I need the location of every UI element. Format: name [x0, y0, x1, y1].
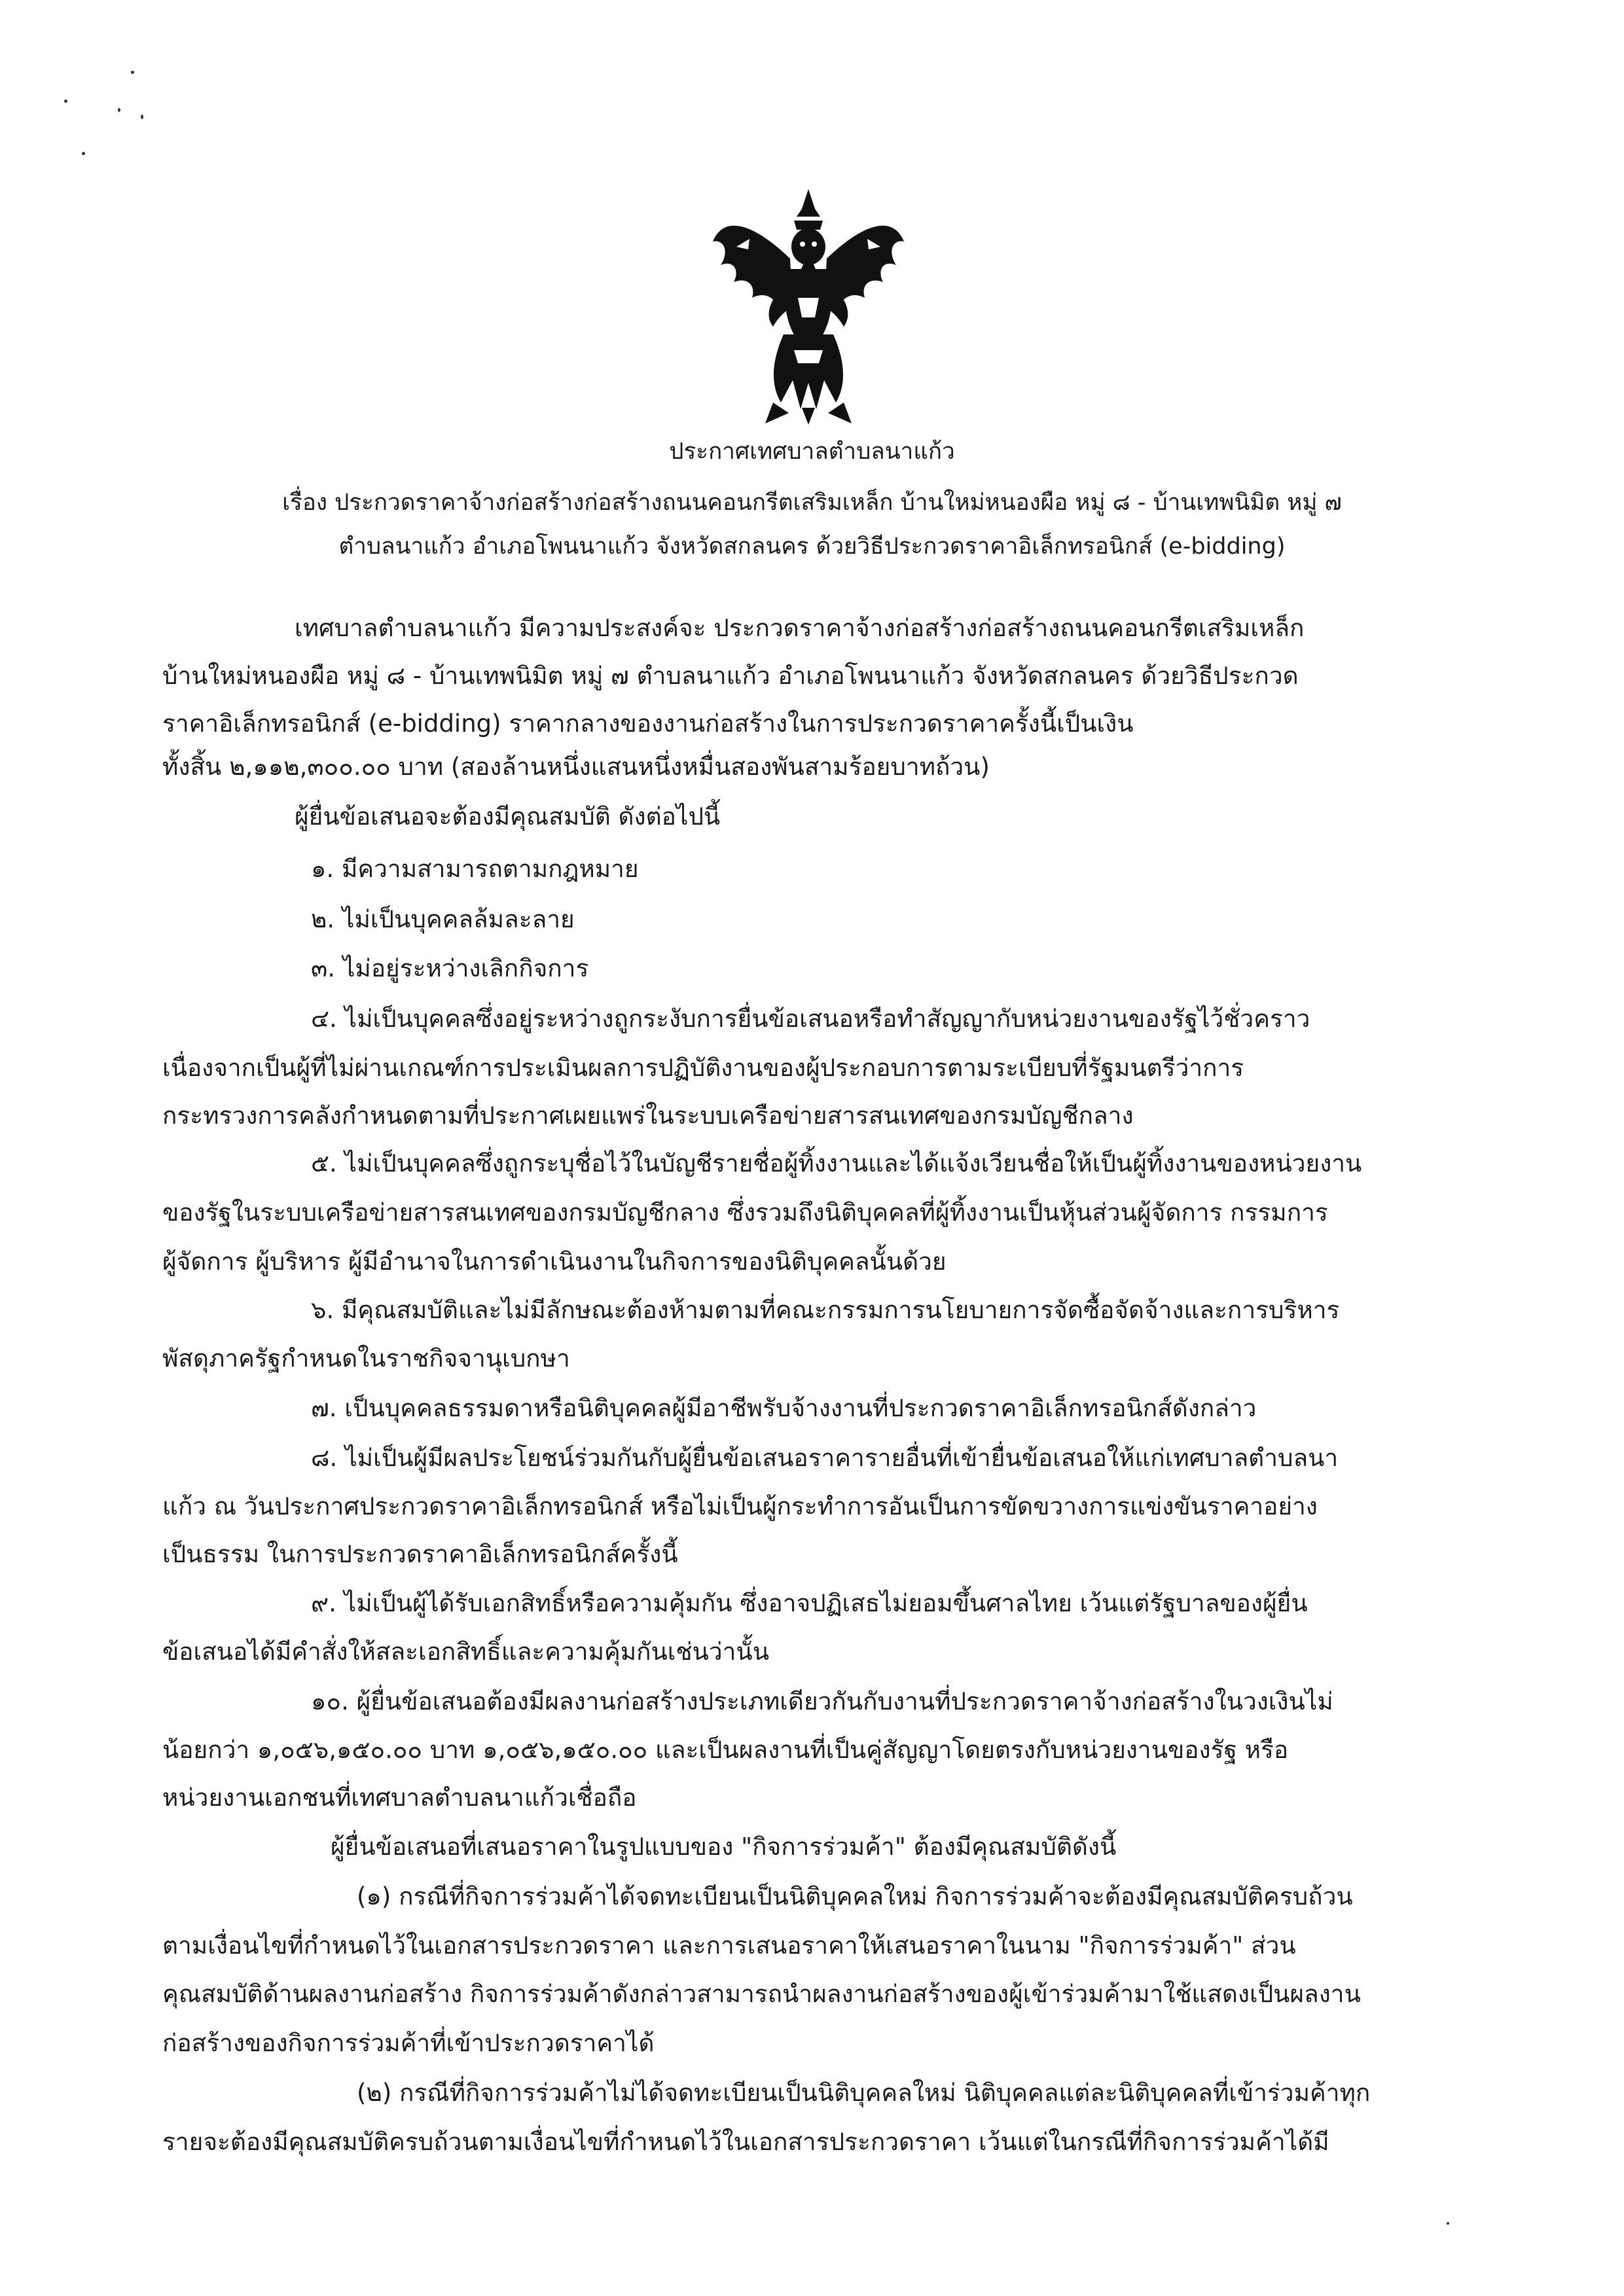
body-line: ๖. มีคุณสมบัติและไม่มีลักษณะต้องห้ามตามที่คณะกรรมการนโยบายการจัดซื้อจัดจ้างและการบริหาร [311, 1296, 1340, 1324]
notice-subject-line-1: เรื่อง ประกวดราคาจ้างก่อสร้างก่อสร้างถนนคอนกรีตเสริมเหล็ก บ้านใหม่หนองผือ หมู่ ๘ - บ้านเทพนิมิต หมู่ ๗ [282, 490, 1342, 516]
body-line: ข้อเสนอได้มีคำสั่งให้สละเอกสิทธิ์และความคุ้มกันเช่นว่านั้น [162, 1638, 769, 1666]
scan-speck [131, 71, 134, 74]
body-line: พัสดุภาครัฐกำหนดในราชกิจจานุเบกษา [162, 1344, 570, 1372]
scan-speck [64, 99, 67, 103]
body-line: (๑) กรณีที่กิจการร่วมค้าได้จดทะเบียนเป็นนิติบุคคลใหม่ กิจการร่วมค้าจะต้องมีคุณสมบัติครบถ้วน [357, 1882, 1353, 1910]
body-line: ก่อสร้างของกิจการร่วมค้าที่เข้าประกวดราคาได้ [162, 2029, 655, 2057]
body-line: ราคาอิเล็กทรอนิกส์ (e-bidding) ราคากลางของงานก่อสร้างในการประกวดราคาครั้งนี้เป็นเงิน [162, 709, 1134, 738]
body-line: กระทรวงการคลังกำหนดตามที่ประกาศเผยแพร่ในระบบเครือข่ายสารสนเทศของกรมบัญชีกลาง [162, 1102, 1134, 1130]
body-line: ผู้ยื่นข้อเสนอที่เสนอราคาในรูปแบบของ "กิจการร่วมค้า" ต้องมีคุณสมบัติดังนี้ [331, 1833, 1117, 1861]
body-line: ๑๐. ผู้ยื่นข้อเสนอต้องมีผลงานก่อสร้างประเภทเดียวกันกับงานที่ประกวดราคาจ้างก่อสร้างในวงเงินไม่ [311, 1687, 1333, 1715]
body-line: เป็นธรรม ในการประกวดราคาอิเล็กทรอนิกส์ครั้งนี้ [162, 1540, 678, 1568]
body-line: ๓. ไม่อยู่ระหว่างเลิกกิจการ [311, 954, 589, 982]
body-line: รายจะต้องมีคุณสมบัติครบถ้วนตามเงื่อนไขที่กำหนดไว้ในเอกสารประกวดราคา เว้นแต่ในกรณีที่กิจการร่วมค้าได้มี [162, 2128, 1329, 2156]
body-line: คุณสมบัติด้านผลงานก่อสร้าง กิจการร่วมค้าดังกล่าวสามารถนำผลงานก่อสร้างของผู้เข้าร่วมค้ามาใช้แสดงเป็นผลงาน [162, 1980, 1361, 2008]
body-line: น้อยกว่า ๑,๐๕๖,๑๕๐.๐๐ บาท ๑,๐๕๖,๑๕๐.๐๐ และเป็นผลงานที่เป็นคู่สัญญาโดยตรงกับหน่วยงานของรัฐ หรือ [162, 1736, 1289, 1764]
body-line: ๕. ไม่เป็นบุคคลซึ่งถูกระบุชื่อไว้ในบัญชีรายชื่อผู้ทิ้งงานและได้แจ้งเวียนชื่อให้เป็นผู้ทิ้งงานของหน่วยงาน [311, 1149, 1362, 1177]
body-line: ของรัฐในระบบเครือข่ายสารสนเทศของกรมบัญชีกลาง ซึ่งรวมถึงนิติบุคคลที่ผู้ทิ้งงานเป็นหุ้นส่วนผู้จัดการ กรรมการ [162, 1198, 1328, 1227]
body-line: ผู้ยื่นข้อเสนอจะต้องมีคุณสมบัติ ดังต่อไปนี้ [295, 802, 721, 831]
body-line: เนื่องจากเป็นผู้ที่ไม่ผ่านเกณฑ์การประเมินผลการปฏิบัติงานของผู้ประกอบการตามระเบียบที่รัฐมนตรีว่าการ [162, 1054, 1244, 1082]
body-line: ตามเงื่อนไขที่กำหนดไว้ในเอกสารประกวดราคา และการเสนอราคาให้เสนอราคาในนาม "กิจการร่วมค้า" ส่วน [162, 1931, 1296, 1960]
body-line: ผู้จัดการ ผู้บริหาร ผู้มีอำนาจในการดำเนินงานในกิจการของนิติบุคคลนั้นด้วย [162, 1247, 947, 1276]
body-line: ๒. ไม่เป็นบุคคลล้มละลาย [311, 905, 575, 933]
body-line: ๔. ไม่เป็นบุคคลซึ่งอยู่ระหว่างถูกระงับการยื่นข้อเสนอหรือทำสัญญากับหน่วยงานของรัฐไว้ชั่วคราว [311, 1005, 1310, 1033]
body-line: บ้านใหม่หนองผือ หมู่ ๘ - บ้านเทพนิมิต หมู่ ๗ ตำบลนาแก้ว อำเภอโพนนาแก้ว จังหวัดสกลนคร ด้วยวิธีประกวด [162, 662, 1299, 690]
body-line: (๒) กรณีที่กิจการร่วมค้าไม่ได้จดทะเบียนเป็นนิติบุคคลใหม่ นิติบุคคลแต่ละนิติบุคคลที่เข้าร่วมค้าทุก [357, 2079, 1371, 2107]
notice-title: ประกาศเทศบาลตำบลนาแก้ว [669, 439, 955, 465]
garuda-emblem [710, 187, 907, 425]
scan-speck [1447, 2222, 1449, 2225]
body-line: หน่วยงานเอกชนที่เทศบาลตำบลนาแก้วเชื่อถือ [162, 1784, 637, 1812]
body-line: แก้ว ณ วันประกาศประกวดราคาอิเล็กทรอนิกส์ หรือไม่เป็นผู้กระทำการอันเป็นการขัดขวางการแข่งขันราคาอย่าง [162, 1492, 1318, 1520]
scan-speck [141, 115, 143, 119]
body-line: ๘. ไม่เป็นผู้มีผลประโยชน์ร่วมกันกับผู้ยื่นข้อเสนอราคารายอื่นที่เข้ายื่นข้อเสนอให้แก่เทศบาลตำบลนา [311, 1444, 1339, 1472]
scan-speck [118, 108, 120, 112]
notice-subject-line-2: ตำบลนาแก้ว อำเภอโพนนาแก้ว จังหวัดสกลนคร ด้วยวิธีประกวดราคาอิเล็กทรอนิกส์ (e-bidding) [338, 533, 1286, 560]
body-line: ๑. มีความสามารถตามกฎหมาย [311, 855, 639, 883]
body-line: ทั้งสิ้น ๒,๑๑๒,๓๐๐.๐๐ บาท (สองล้านหนึ่งแสนหนึ่งหมื่นสองพันสามร้อยบาทถ้วน) [162, 753, 990, 781]
body-line: ๗. เป็นบุคคลธรรมดาหรือนิติบุคคลผู้มีอาชีพรับจ้างงานที่ประกวดราคาอิเล็กทรอนิกส์ดังกล่าว [311, 1394, 1257, 1422]
body-line: เทศบาลตำบลนาแก้ว มีความประสงค์จะ ประกวดราคาจ้างก่อสร้างก่อสร้างถนนคอนกรีตเสริมเหล็ก [295, 614, 1305, 642]
body-line: ๙. ไม่เป็นผู้ได้รับเอกสิทธิ์หรือความคุ้มกัน ซึ่งอาจปฏิเสธไม่ยอมขึ้นศาลไทย เว้นแต่รัฐบาลของผู้ยื่น [311, 1589, 1308, 1617]
scan-speck [82, 152, 85, 155]
